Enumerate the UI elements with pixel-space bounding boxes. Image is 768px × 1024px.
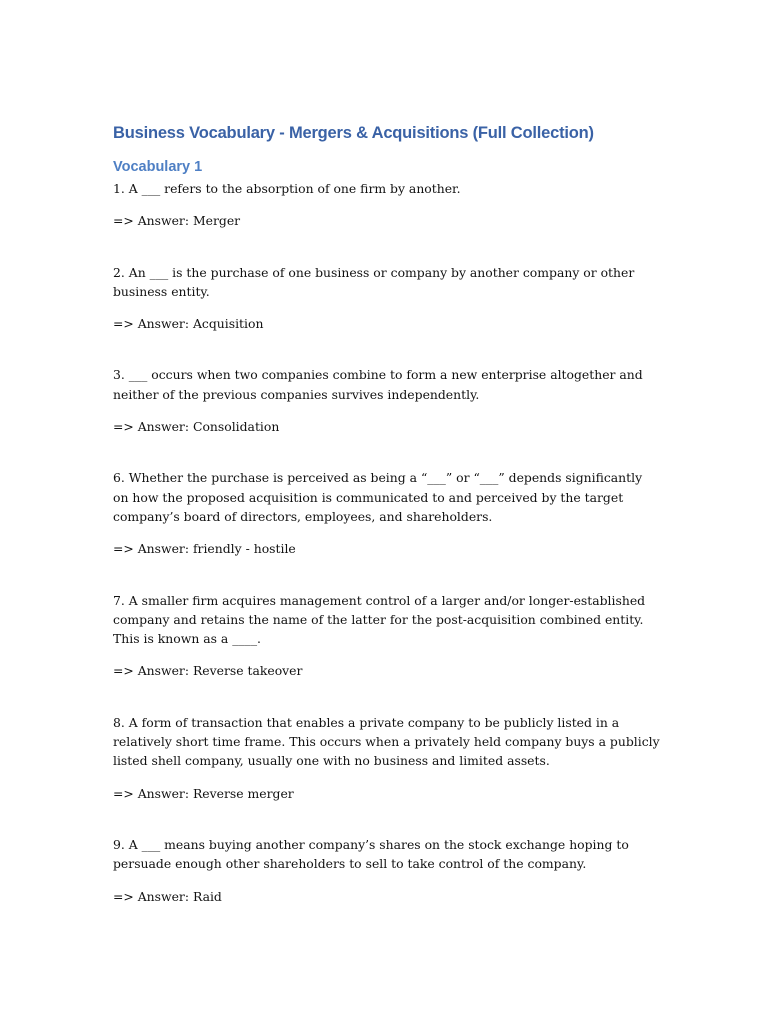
document-title: Business Vocabulary - Mergers & Acquisitions (Full Collection) [113, 124, 594, 142]
section-heading: Vocabulary 1 [113, 159, 203, 175]
vocab-item-6 [113, 468, 661, 558]
answer-text: => Answer: Reverse takeover [113, 663, 303, 679]
question-text: 1. A ___ refers to the absorption of one firm by another. [113, 181, 461, 196]
answer-text: => Answer: Raid [113, 888, 222, 904]
question-text: 6. Whether the purchase is perceived as being a “___” or “___” depends significantly on how the proposed acquisition is communicated to and perceived by the target company’s board of directors, employees, and shareholders. [113, 470, 643, 524]
answer-text: => Answer: Merger [113, 213, 241, 229]
answer-text: => Answer: friendly - hostile [113, 541, 296, 557]
vocab-item-8 [113, 713, 661, 803]
answer-text: => Answer: Reverse merger [113, 785, 294, 801]
answer-text: => Answer: Acquisition [113, 316, 264, 332]
vocab-item-9 [113, 835, 661, 906]
document-page [113, 124, 661, 938]
question-text: 8. A form of transaction that enables a private company to be publicly listed in a relatively short time frame. This occurs when a privately held company buys a publicly listed shell company, usually one with no business and limited assets. [113, 714, 660, 769]
question-text: 2. An ___ is the purchase of one business or company by another company or other business entity. [113, 264, 635, 299]
question-text: 7. A smaller firm acquires management control of a larger and/or longer-established company and retains the name of the latter for the post-acquisition combined entity. This is known as a ____. [113, 592, 646, 647]
vocab-item-1 [113, 179, 661, 231]
answer-text: => Answer: Consolidation [113, 419, 280, 435]
question-text: 9. A ___ means buying another company’s shares on the stock exchange hoping to persuade enough other shareholders to sell to take control of the company. [113, 836, 629, 872]
vocab-item-2 [113, 263, 661, 334]
question-text: 3. ___ occurs when two companies combine to form a new enterprise altogether and neither of the previous companies survives independently. [113, 367, 643, 402]
vocab-item-3 [113, 365, 661, 436]
vocab-item-7 [113, 591, 661, 681]
